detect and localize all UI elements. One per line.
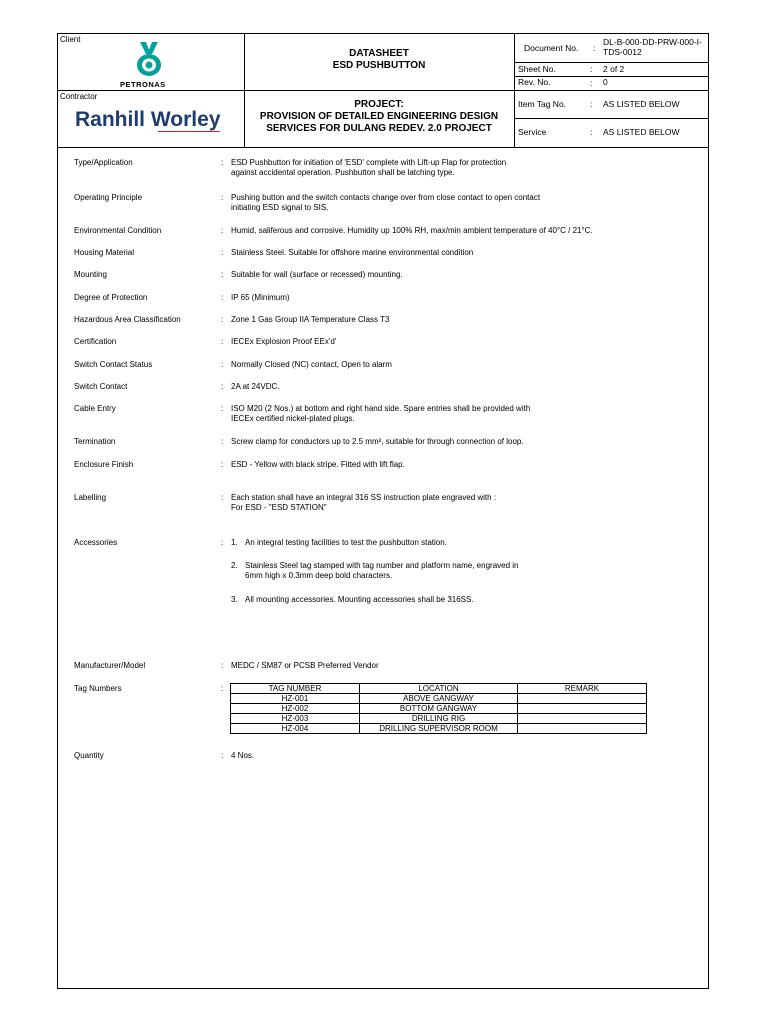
spec-colon: : — [221, 337, 224, 346]
table-header-row — [231, 684, 647, 694]
item-tag-colon: : — [590, 99, 593, 109]
spec-value — [231, 315, 701, 325]
spec-value — [231, 382, 701, 392]
spec-label: Labelling — [74, 493, 107, 502]
accessory-item — [245, 561, 645, 581]
accessory-line: An integral testing facilities to test the pushbutton station. — [245, 538, 447, 547]
spec-value-line: Humid, saliferous and corrosive. Humidity up 100% RH, max/min ambient temperature of 40°C / 21°C. — [231, 226, 593, 235]
contractor-label: Contractor — [60, 92, 98, 101]
spec-value-line: Each station shall have an integral 316 SS instruction plate engraved with : — [231, 493, 497, 502]
petronas-logo-icon — [132, 40, 166, 78]
spec-colon: : — [221, 158, 224, 167]
spec-value-line: IECEx certified nickel-plated plugs. — [231, 414, 355, 423]
service-colon: : — [590, 127, 593, 137]
table-row — [231, 694, 647, 704]
table-cell — [518, 714, 647, 724]
spec-value-line: Pushing button and the switch contacts change over from close contact to open contact — [231, 193, 541, 202]
accessories-colon: : — [221, 538, 224, 547]
spec-label: Housing Material — [74, 248, 135, 257]
document-no-colon: : — [593, 43, 596, 53]
datasheet-page — [57, 33, 709, 989]
table-cell: DRILLING RIG — [360, 714, 518, 724]
spec-value-line: 2A at 24VDC. — [231, 382, 280, 391]
datasheet-title-line2: ESD PUSHBUTTON — [332, 60, 426, 71]
meta-line-3 — [514, 118, 708, 119]
sheet-no-value: 2 of 2 — [603, 64, 625, 74]
manufacturer-colon: : — [221, 661, 224, 670]
spec-value-line: IP 65 (Minimum) — [231, 293, 290, 302]
spec-value — [231, 293, 701, 303]
quantity-colon: : — [221, 751, 224, 760]
accessory-line: Stainless Steel tag stamped with tag number and platform name, engraved in — [245, 561, 519, 570]
tag-numbers-table — [230, 683, 647, 734]
spec-colon: : — [221, 226, 224, 235]
manufacturer-value: MEDC / SM87 or PCSB Preferred Vendor — [231, 661, 379, 670]
rev-no-value: 0 — [603, 77, 608, 87]
quantity-label: Quantity — [74, 751, 104, 760]
header-divider-bottom — [58, 147, 708, 148]
spec-label: Termination — [74, 437, 116, 446]
spec-value-line: Stainless Steel. Suitable for offshore marine environmental condition — [231, 248, 474, 257]
spec-value-line: Suitable for wall (surface or recessed) mounting. — [231, 270, 403, 279]
tag-numbers-label: Tag Numbers — [74, 684, 122, 693]
table-row — [231, 714, 647, 724]
table-cell — [518, 724, 647, 734]
spec-value-line: Screw clamp for conductors up to 2.5 mm², suitable for through connection of loop. — [231, 437, 524, 446]
spec-value-line: For ESD - "ESD STATION" — [231, 503, 327, 512]
table-cell: BOTTOM GANGWAY — [360, 704, 518, 714]
spec-label: Mounting — [74, 270, 107, 279]
spec-value — [231, 404, 701, 424]
table-cell: HZ-002 — [231, 704, 360, 714]
spec-label: Degree of Protection — [74, 293, 148, 302]
table-cell — [518, 694, 647, 704]
table-header-cell: TAG NUMBER — [231, 684, 360, 694]
sheet-no-label: Sheet No. — [518, 64, 556, 74]
spec-colon: : — [221, 248, 224, 257]
spec-value-line: ESD Pushbutton for initiation of 'ESD' complete with Lift-up Flap for protection — [231, 158, 507, 167]
accessory-line: 6mm high x 0.3mm deep bold characters. — [245, 571, 393, 580]
sheet-no-colon: : — [590, 64, 593, 74]
project-title — [244, 99, 514, 135]
accessory-line: All mounting accessories. Mounting accessories shall be 316SS. — [245, 595, 474, 604]
spec-label: Enclosure Finish — [74, 460, 134, 469]
worley-tagline-mark — [158, 131, 220, 132]
document-no-line1: DL-B-000-DD-PRW-000-I- — [603, 37, 702, 47]
ranhill-logo-text: Ranhill — [75, 108, 146, 131]
spec-value — [231, 360, 701, 370]
spec-value-line: IECEx Explosion Proof EEx'd' — [231, 337, 337, 346]
spec-value — [231, 226, 701, 236]
spec-value-line: Zone 1 Gas Group IIA Temperature Class T3 — [231, 315, 390, 324]
rev-no-label: Rev. No. — [518, 77, 551, 87]
spec-value-line: initiating ESD signal to SIS. — [231, 203, 329, 212]
spec-colon: : — [221, 270, 224, 279]
accessory-item — [245, 538, 645, 548]
datasheet-title — [244, 48, 514, 72]
datasheet-title-line1: DATASHEET — [349, 48, 409, 59]
spec-label: Cable Entry — [74, 404, 116, 413]
table-header-cell: LOCATION — [360, 684, 518, 694]
spec-value — [231, 460, 701, 470]
accessories-label: Accessories — [74, 538, 118, 547]
spec-colon: : — [221, 293, 224, 302]
spec-value-line: Normally Closed (NC) contact, Open to alarm — [231, 360, 392, 369]
manufacturer-label: Manufacturer/Model — [74, 661, 146, 670]
table-header-cell: REMARK — [518, 684, 647, 694]
spec-value-line: against accidental operation. Pushbutton shall be latching type. — [231, 168, 455, 177]
rev-no-colon: : — [590, 78, 593, 88]
table-row — [231, 704, 647, 714]
document-no-label: Document No. — [524, 43, 579, 53]
spec-colon: : — [221, 460, 224, 469]
project-title-line1: PROJECT: — [354, 99, 404, 110]
header-vline-2 — [514, 34, 515, 147]
spec-label: Environmental Condition — [74, 226, 162, 235]
spec-colon: : — [221, 404, 224, 413]
service-label: Service — [518, 127, 547, 137]
ranhill-worley-logo — [75, 108, 221, 132]
accessory-number: 2. — [231, 561, 238, 570]
header-divider-middle — [58, 90, 708, 91]
spec-value-line: ESD - Yellow with black stripe. Fitted with lift flap. — [231, 460, 405, 469]
table-cell: HZ-003 — [231, 714, 360, 724]
spec-label: Switch Contact Status — [74, 360, 153, 369]
item-tag-value: AS LISTED BELOW — [603, 99, 680, 109]
item-tag-label: Item Tag No. — [518, 99, 567, 109]
table-cell — [518, 704, 647, 714]
tag-numbers-colon: : — [221, 684, 224, 693]
spec-colon: : — [221, 437, 224, 446]
service-value: AS LISTED BELOW — [603, 127, 680, 137]
petronas-logo-text: PETRONAS — [120, 80, 166, 89]
spec-colon: : — [221, 382, 224, 391]
document-no-line2: TDS-0012 — [603, 47, 642, 57]
spec-label: Operating Principle — [74, 193, 143, 202]
spec-label: Hazardous Area Classification — [74, 315, 181, 324]
quantity-value: 4 Nos. — [231, 751, 255, 760]
table-row — [231, 724, 647, 734]
table-cell: ABOVE GANGWAY — [360, 694, 518, 704]
spec-value — [231, 248, 701, 258]
spec-value — [231, 493, 701, 513]
meta-line-1 — [514, 62, 708, 63]
spec-value — [231, 437, 701, 447]
spec-value-line: ISO M20 (2 Nos.) at bottom and right hand side. Spare entries shall be provided with — [231, 404, 531, 413]
accessory-number: 3. — [231, 595, 238, 604]
table-cell: DRILLING SUPERVISOR ROOM — [360, 724, 518, 734]
spec-colon: : — [221, 315, 224, 324]
accessory-number: 1. — [231, 538, 238, 547]
project-title-line3: SERVICES FOR DULANG REDEV. 2.0 PROJECT — [266, 123, 492, 134]
project-title-line2: PROVISION OF DETAILED ENGINEERING DESIGN — [259, 111, 499, 122]
spec-colon: : — [221, 193, 224, 202]
spec-value — [231, 270, 701, 280]
spec-value — [231, 337, 701, 347]
worley-logo-text: Worley — [150, 108, 221, 131]
spec-label: Certification — [74, 337, 117, 346]
accessory-item — [245, 595, 645, 605]
spec-colon: : — [221, 493, 224, 502]
spec-label: Switch Contact — [74, 382, 128, 391]
spec-value — [231, 158, 701, 178]
document-no-value — [603, 37, 702, 57]
table-cell: HZ-004 — [231, 724, 360, 734]
spec-colon: : — [221, 360, 224, 369]
spec-value — [231, 193, 701, 213]
spec-label: Type/Application — [74, 158, 133, 167]
table-cell: HZ-001 — [231, 694, 360, 704]
client-label: Client — [60, 35, 81, 44]
